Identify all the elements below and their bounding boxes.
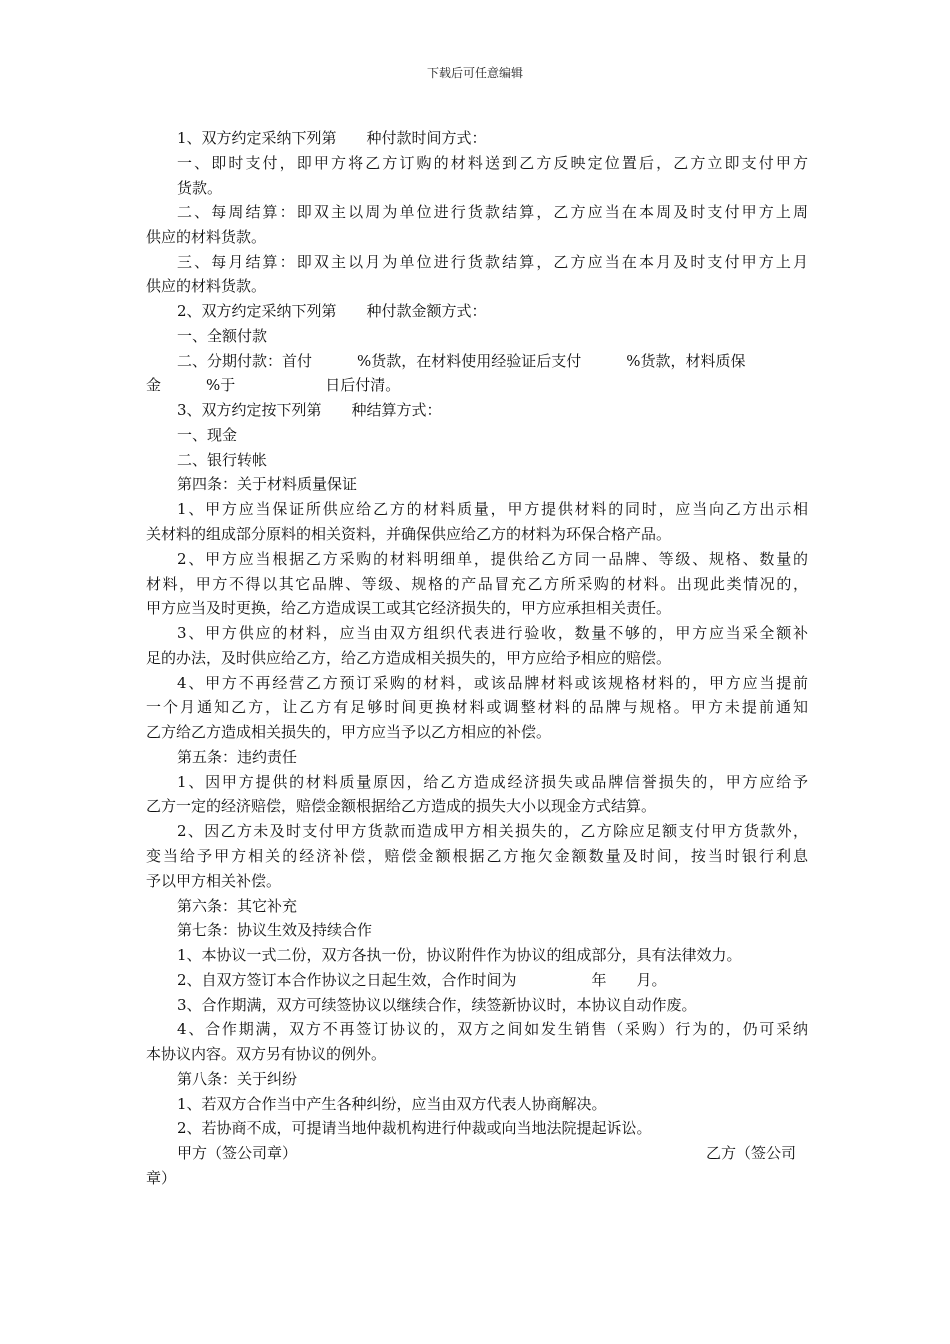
article-8-item-2: 2、若协商不成，可提请当地仲裁机构进行仲裁或向当地法院提起诉讼。	[177, 1119, 652, 1137]
clause-settlement: 3、双方约定按下列第 种结算方式：	[177, 401, 442, 419]
option-monthly: 三、每月结算：即双主以月为单位进行货款结算，乙方应当在本月及时支付甲方上月	[177, 253, 808, 271]
clause-payment-amount: 2、双方约定采纳下列第 种付款金额方式：	[177, 302, 487, 320]
article-4-item-4: 4、甲方不再经营乙方预订采购的材料，或该品牌材料或该规格材料的，甲方应当提前	[177, 674, 808, 692]
article-4-item-2: 2、甲方应当根据乙方采购的材料明细单，提供给乙方同一品牌、等级、规格、数量的	[177, 550, 808, 568]
article-8-heading: 第八条：关于纠纷	[177, 1070, 298, 1088]
article-4-item-3-cont: 足的办法，及时供应给乙方，给乙方造成相关损失的，甲方应给予相应的赔偿。	[146, 649, 672, 667]
option-installment: 二、分期付款：首付 %货款，在材料使用经验证后支付 %货款，材料质保	[177, 352, 746, 370]
article-4-item-1: 1、甲方应当保证所供应给乙方的材料质量，甲方提供材料的同时，应当向乙方出示相	[177, 500, 808, 518]
party-b-signature-cont: 章）	[146, 1169, 177, 1187]
option-weekly: 二、每周结算：即双主以周为单位进行货款结算，乙方应当在本周及时支付甲方上周	[177, 203, 808, 221]
option-installment-cont: 金 %于 日后付清。	[146, 376, 401, 394]
article-4-heading: 第四条：关于材料质量保证	[177, 475, 358, 493]
article-5-item-2: 2、因乙方未及时支付甲方货款而造成甲方相关损失的，乙方除应足额支付甲方货款外，	[177, 822, 808, 840]
article-4-item-2-cont: 材料，甲方不得以其它品牌、等级、规格的产品冒充乙方所采购的材料。出现此类情况的，	[146, 575, 808, 593]
article-7-item-4: 4、合作期满，双方不再签订协议的，双方之间如发生销售（采购）行为的，仍可采纳	[177, 1020, 808, 1038]
article-4-item-4-cont2: 乙方给乙方造成相关损失的，甲方应当予以乙方相应的补偿。	[146, 723, 552, 741]
article-4-item-2-cont2: 甲方应当及时更换，给乙方造成误工或其它经济损失的，甲方应承担相关责任。	[146, 599, 672, 617]
option-weekly-cont: 供应的材料货款。	[146, 228, 267, 246]
page-header: 下载后可任意编辑	[426, 66, 523, 80]
option-full-payment: 一、全额付款	[177, 327, 268, 345]
article-5-heading: 第五条：违约责任	[177, 748, 298, 766]
article-7-item-4-cont: 本协议内容。双方另有协议的例外。	[146, 1045, 387, 1063]
article-4-item-3: 3、甲方供应的材料，应当由双方组织代表进行验收，数量不够的，甲方应当采全额补	[177, 624, 808, 642]
article-5-item-1-cont: 乙方一定的经济赔偿，赔偿金额根据给乙方造成的损失大小以现金方式结算。	[146, 797, 657, 815]
article-8-item-1: 1、若双方合作当中产生各种纠纷，应当由双方代表人协商解决。	[177, 1095, 607, 1113]
option-immediate: 一、即时支付，即甲方将乙方订购的材料送到乙方反映定位置后，乙方立即支付甲方	[177, 154, 808, 172]
article-4-item-4-cont: 一个月通知乙方，让乙方有足够时间更换材料或调整材料的品牌与规格。甲方未提前通知	[146, 698, 808, 716]
article-4-item-1-cont: 关材料的组成部分原料的相关资料，并确保供应给乙方的材料为环保合格产品。	[146, 525, 672, 543]
article-5-item-2-cont: 变当给予甲方相关的经济补偿，赔偿金额根据乙方拖欠金额数量及时间，按当时银行利息	[146, 847, 808, 865]
option-immediate-cont: 货款。	[177, 179, 223, 197]
article-7-item-1: 1、本协议一式二份，双方各执一份，协议附件作为协议的组成部分，具有法律效力。	[177, 946, 742, 964]
article-6-heading: 第六条：其它补充	[177, 897, 298, 915]
article-7-item-3: 3、合作期满，双方可续签协议以继续合作，续签新协议时，本协议自动作废。	[177, 996, 697, 1014]
party-b-signature: 乙方（签公司	[706, 1144, 797, 1162]
article-7-heading: 第七条：协议生效及持续合作	[177, 921, 373, 939]
clause-payment-time: 1、双方约定采纳下列第 种付款时间方式：	[177, 129, 487, 147]
option-monthly-cont: 供应的材料货款。	[146, 277, 267, 295]
option-bank-transfer: 二、银行转帐	[177, 451, 268, 469]
article-5-item-2-cont2: 予以甲方相关补偿。	[146, 872, 282, 890]
option-cash: 一、现金	[177, 426, 238, 444]
article-7-item-2: 2、自双方签订本合作协议之日起生效，合作时间为 年 月。	[177, 971, 667, 989]
article-5-item-1: 1、因甲方提供的材料质量原因，给乙方造成经济损失或品牌信誉损失的，甲方应给予	[177, 773, 808, 791]
party-a-signature: 甲方（签公司章）	[177, 1144, 298, 1162]
